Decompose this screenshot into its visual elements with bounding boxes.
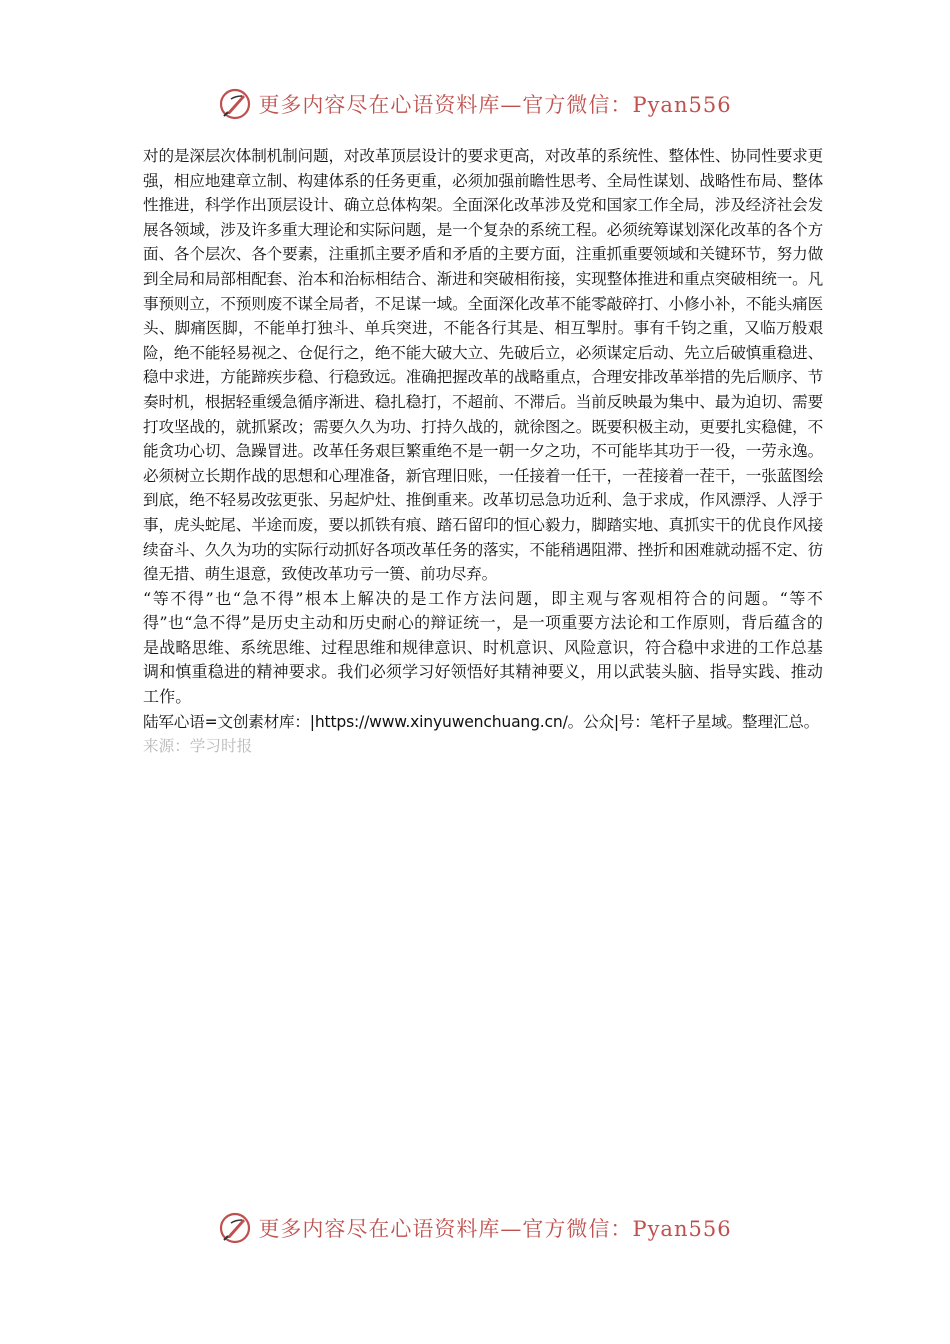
credit-line: 陆军心语=文创素材库：|https://www.xinyuwenchuang.cn/。公众|号：笔杆子星域。整理汇总。 (143, 712, 820, 731)
quill-pen-logo-icon (218, 1211, 252, 1245)
wechat-id: Pyan556 (632, 93, 732, 117)
wechat-id: Pyan556 (632, 1217, 732, 1241)
source-line: 来源：学习时报 (143, 737, 253, 756)
header-banner (0, 84, 950, 124)
paragraph-2: “等不得”也“急不得”根本上解决的是工作方法问题，即主观与客观相符合的问题。“等不得”也“急不得”是历史主动和历史耐心的辩证统一，是一项重要方法论和工作原则，背后蕴含的是战略思维、系统思维、过程思维和规律意识、时机意识、风险意识，符合稳中求进的工作总基调和慎重稳进的精神要求。我们必须学习好领悟好其精神要义，用以武装头脑、指导实践、推动工作。 (143, 588, 823, 707)
banner-text: 更多内容尽在心语资料库—官方微信：Pyan556 (258, 93, 732, 117)
footer-banner (0, 1208, 950, 1248)
quill-pen-logo-icon (218, 87, 252, 121)
paragraph-1: 对的是深层次体制机制问题，对改革顶层设计的要求更高，对改革的系统性、整体性、协同性要求更强，相应地建章立制、构建体系的任务更重，必须加强前瞻性思考、全局性谋划、战略性布局、整体性推进，科学作出顶层设计、确立总体构架。全面深化改革涉及党和国家工作全局，涉及经济社会发展各领域，涉及许多重大理论和实际问题，是一个复杂的系统工程。必须统筹谋划深化改革的各个方面、各个层次、各个要素，注重抓主要矛盾和矛盾的主要方面，注重抓重要领域和关键环节，努力做到全局和局部相配套、治本和治标相结合、渐进和突破相衔接，实现整体推进和重点突破相统一。凡事预则立，不预则废不谋全局者，不足谋一域。全面深化改革不能零敲碎打、小修小补，不能头痛医头、脚痛医脚，不能单打独斗、单兵突进，不能各行其是、相互掣肘。事有千钧之重，又临万般艰险，绝不能轻易视之、仓促行之，绝不能大破大立、先破后立，必须谋定后动、先立后破慎重稳进、稳中求进，方能蹄疾步稳、行稳致远。准确把握改革的战略重点，合理安排改革举措的先后顺序、节奏时机，根据轻重缓急循序渐进、稳扎稳打，不超前、不滞后。当前反映最为集中、最为迫切、需要打攻坚战的，就抓紧改；需要久久为功、打持久战的，就徐图之。既要积极主动，更要扎实稳健，不能贪功心切、急躁冒进。改革任务艰巨繁重绝不是一朝一夕之功，不可能毕其功于一役，一劳永逸。必须树立长期作战的思想和心理准备，新官理旧账，一任接着一任干，一茬接着一茬干，一张蓝图绘到底，绝不轻易改弦更张、另起炉灶、推倒重来。改革切忌急功近利、急于求成，作风漂浮、人浮于事，虎头蛇尾、半途而废，要以抓铁有痕、踏石留印的恒心毅力，脚踏实地、真抓实干的优良作风接续奋斗、久久为功的实际行动抓好各项改革任务的落实，不能稍遇阻滞、挫折和困难就动摇不定、彷徨无措、萌生退意，致使改革功亏一篑、前功尽弃。 (143, 147, 823, 584)
banner-text: 更多内容尽在心语资料库—官方微信：Pyan556 (258, 1217, 732, 1241)
document-body (143, 144, 823, 759)
